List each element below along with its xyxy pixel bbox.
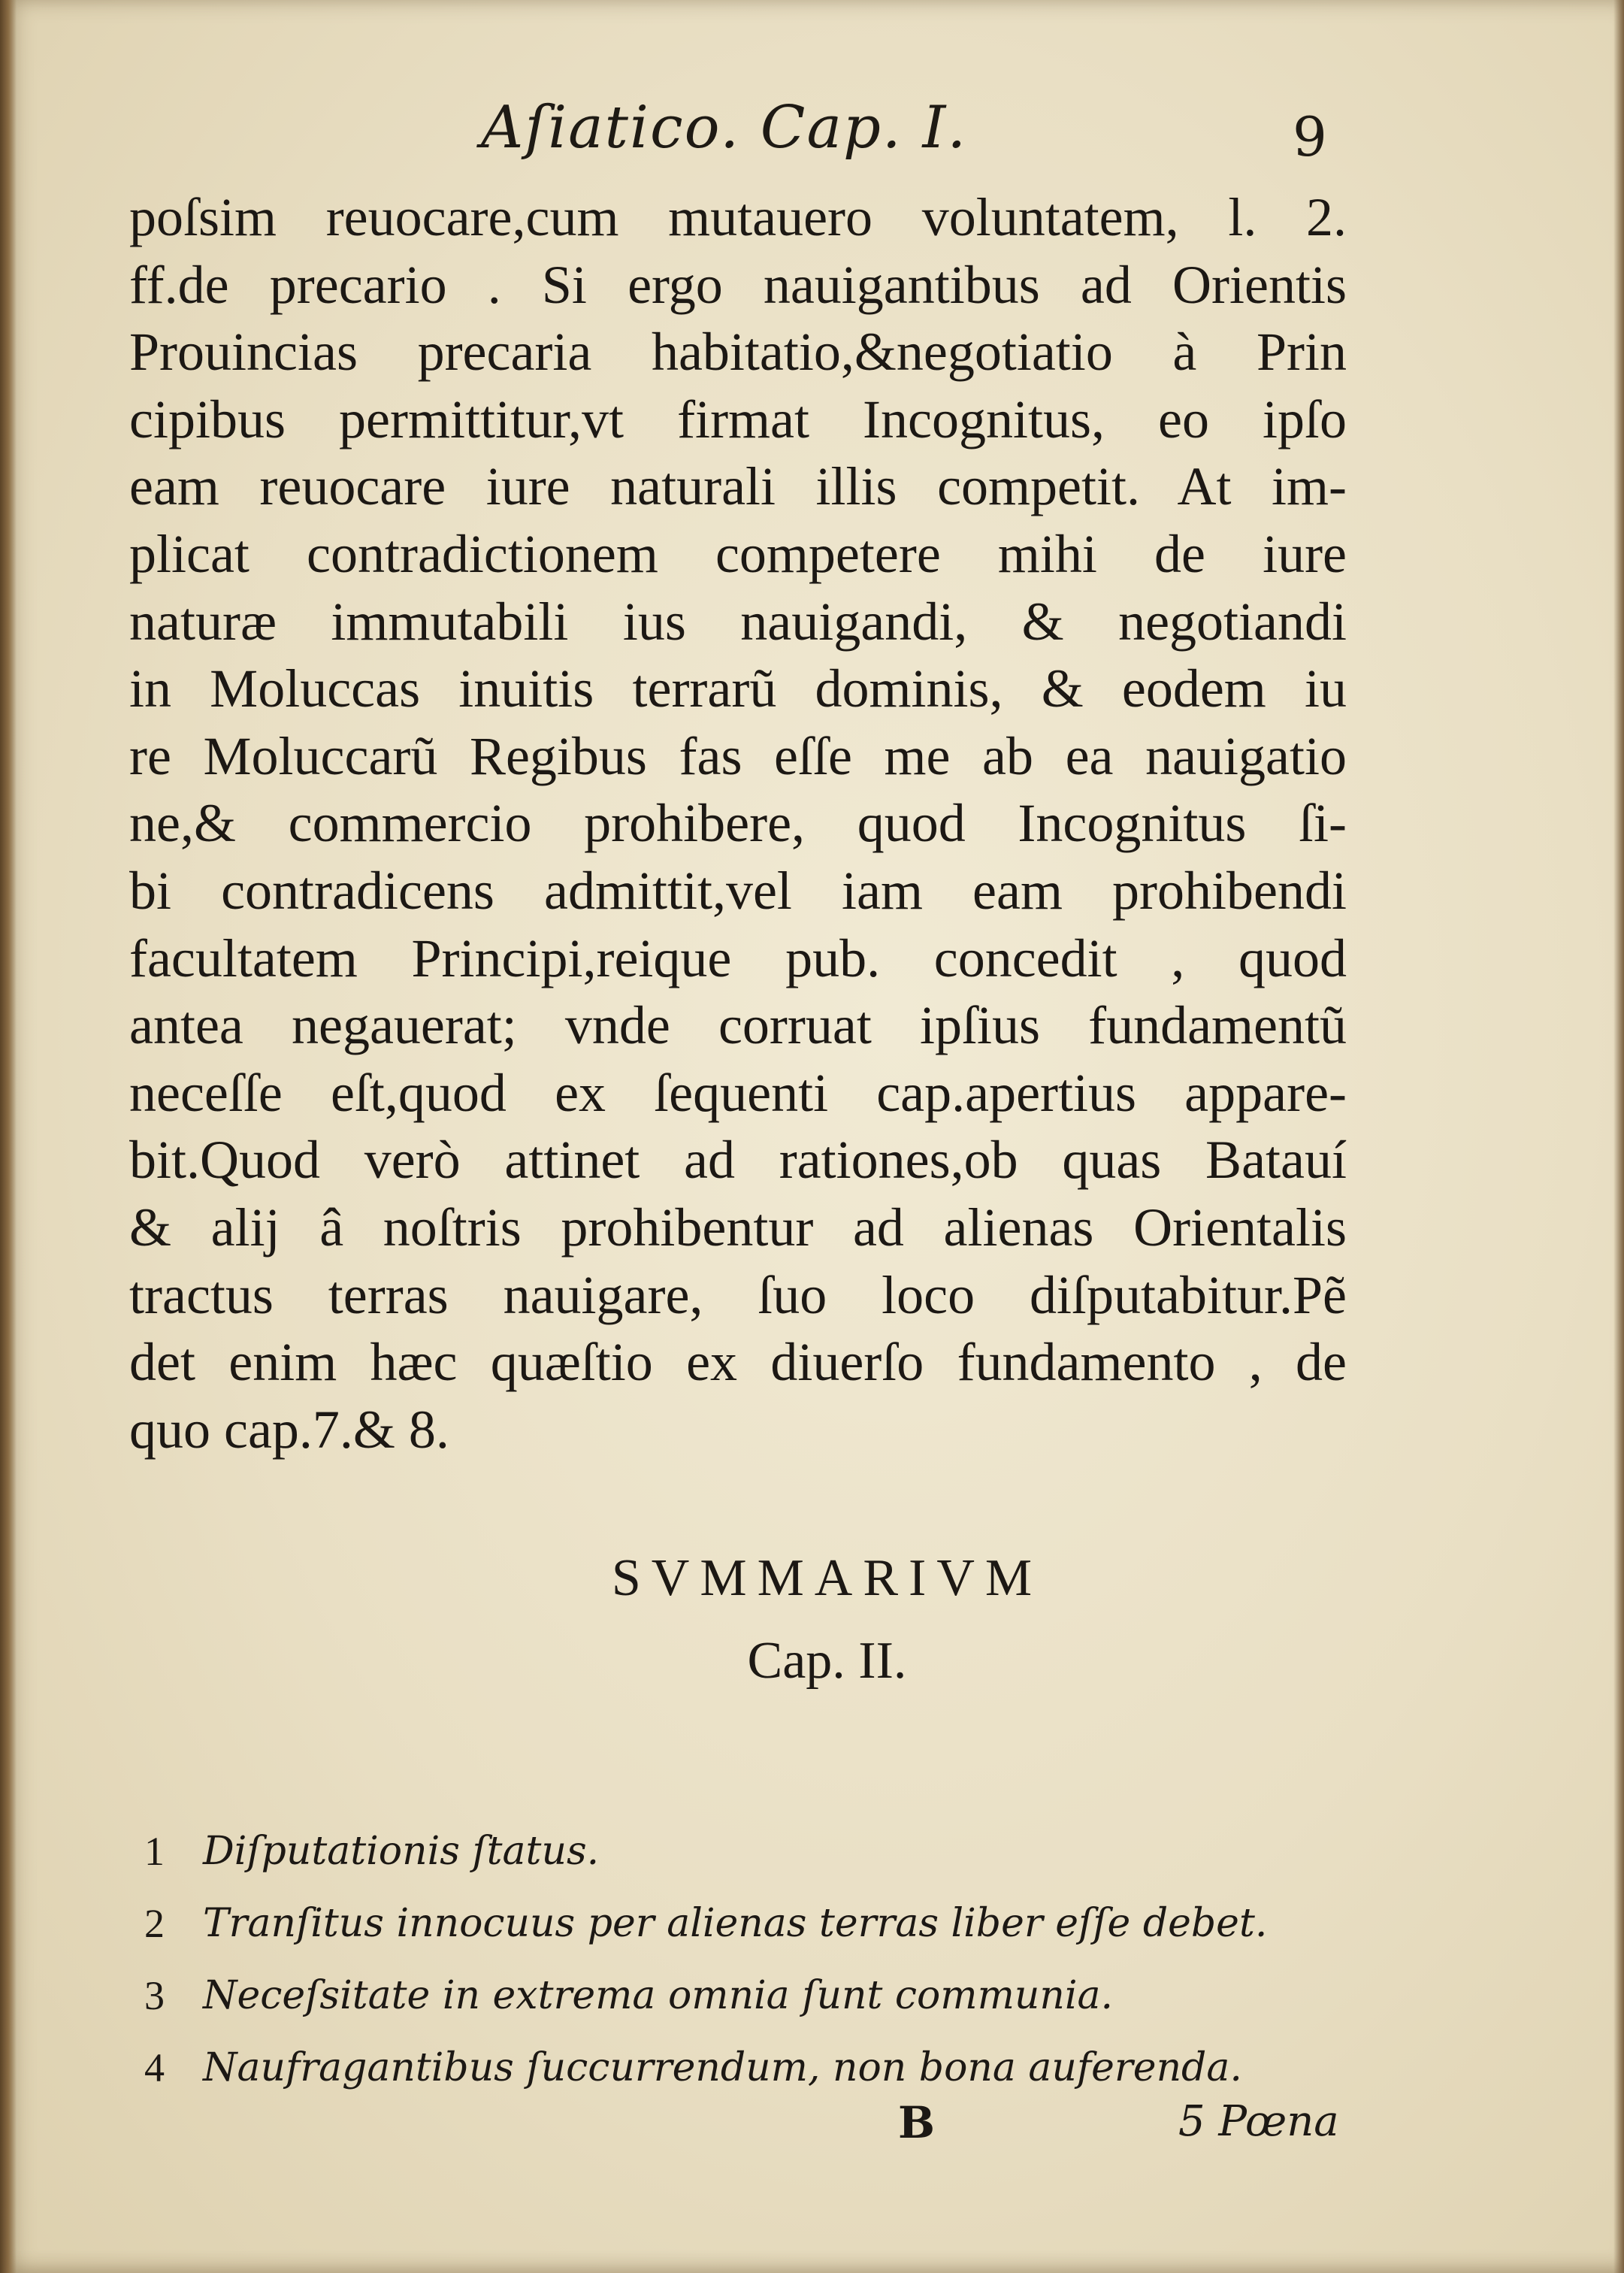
page-number: 9 xyxy=(1293,105,1327,168)
catchword: 5 Pœna xyxy=(1178,2097,1339,2146)
show-through-text xyxy=(924,1466,936,1506)
summary-item-text: Tranſitus innocuus per alienas terras liber eſſe debet. xyxy=(203,1901,1268,1946)
summary-item-number: 1 xyxy=(144,1829,165,1874)
body-line: Prouincias precaria habitatio,&negotiatio à Prin xyxy=(129,322,1347,383)
body-line: in Moluccas inuitis terrarũ dominis, & eodem iu xyxy=(129,658,1347,719)
body-line: quo cap.7.& 8. xyxy=(129,1399,449,1460)
summary-list xyxy=(144,1815,1362,2104)
summary-item xyxy=(144,1960,1362,2032)
body-line: bit.Quod verò attinet ad rationes,ob quas Batauí xyxy=(129,1130,1347,1191)
summary-item xyxy=(144,2032,1362,2104)
page-binding-edge xyxy=(0,0,17,2273)
body-line: naturæ immutabili ius nauigandi, & negotiandi xyxy=(129,591,1347,652)
body-line: neceſſe eſt,quod ex ſequenti cap.apertius appare- xyxy=(129,1062,1347,1123)
body-line: bi contradicens admittit,vel iam eam prohibendi xyxy=(129,860,1347,921)
body-line: facultatem Principi,reique pub. concedit , quod xyxy=(129,928,1347,988)
summary-item-number: 4 xyxy=(144,2045,165,2090)
body-line: plicat contradictionem competere mihi de iure xyxy=(129,523,1347,584)
summary-item xyxy=(144,1815,1362,1887)
body-line: poſsim reuocare,cum mutauero voluntatem, l. 2. xyxy=(129,187,1347,247)
signature-mark: B xyxy=(898,2097,936,2148)
body-line: re Moluccarũ Regibus fas eſſe me ab ea nauigatio xyxy=(129,725,1347,786)
body-line: tractus terras nauigare, ſuo loco diſputabitur.Pẽ xyxy=(129,1264,1347,1325)
summary-item-text: Neceſsitate in extrema omnia ſunt communia. xyxy=(203,1973,1114,2018)
summary-chapter: Cap. II. xyxy=(747,1632,907,1690)
body-line: eam reuocare iure naturali illis competit. At im- xyxy=(129,456,1347,517)
body-line: antea negauerat; vnde corruat ipſius fundamentũ xyxy=(129,995,1347,1056)
summary-item-text: Naufragantibus ſuccurrendum, non bona auferenda. xyxy=(203,2045,1242,2090)
body-text xyxy=(129,184,1347,1463)
page-outer-edge xyxy=(1613,0,1624,2273)
running-head: Aſiatico. Cap. I. xyxy=(481,94,968,162)
body-line: det enim hæc quæſtio ex diuerſo fundamento , de xyxy=(129,1332,1347,1393)
body-line: cipibus permittitur,vt firmat Incognitus, eo ipſo xyxy=(129,389,1347,449)
body-line: ne,& commercio prohibere, quod Incognitus ſi- xyxy=(129,793,1347,854)
summary-item-text: Diſputationis ſtatus. xyxy=(203,1829,600,1874)
summary-item xyxy=(144,1887,1362,1960)
summary-heading: SVMMARIVM xyxy=(611,1549,1043,1607)
body-line: & alij â noſtris prohibentur ad alienas Orientalis xyxy=(129,1197,1347,1258)
body-line: ff.de precario . Si ergo nauigantibus ad Orientis xyxy=(129,254,1347,315)
summary-item-number: 3 xyxy=(144,1973,165,2018)
summary-item-number: 2 xyxy=(144,1901,165,1946)
